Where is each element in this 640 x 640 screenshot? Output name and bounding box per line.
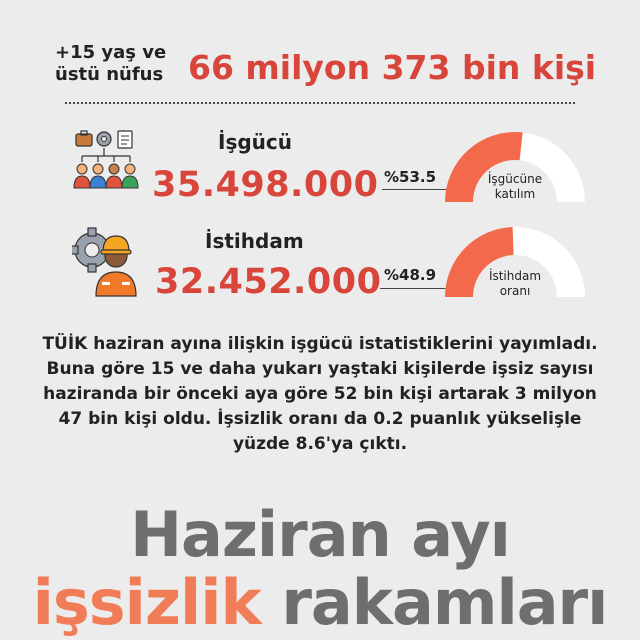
labor-force-value: 35.498.000 xyxy=(152,165,379,205)
population-label-line2: üstü nüfus xyxy=(55,64,164,85)
headline-line1: Haziran ayı xyxy=(130,498,510,571)
worker-gear-icon xyxy=(72,226,144,298)
employment-gauge-label xyxy=(460,269,570,299)
population-label-line1: +15 yaş ve xyxy=(55,42,167,63)
headline-rest: rakamları xyxy=(281,566,608,639)
headline-line2 xyxy=(0,566,640,639)
divider xyxy=(65,102,575,104)
labor-force-gauge-label-line1: İşgücüne xyxy=(487,172,543,186)
headline-accent: işsizlik xyxy=(32,566,261,639)
labor-force-gauge-label-line2: katılım xyxy=(494,187,536,201)
employment-rate: %48.9 xyxy=(384,266,437,284)
population-value: 66 milyon 373 bin kişi xyxy=(188,48,597,87)
labor-force-gauge-label xyxy=(460,172,570,202)
labor-force-title: İşgücü xyxy=(218,130,292,154)
employment-value: 32.452.000 xyxy=(155,262,382,302)
summary-paragraph: TÜİK haziran ayına ilişkin işgücü istatistiklerini yayımladı. Buna göre 15 ve daha yukarı yaştaki kişilerde işsiz sayısı haziranda bir önceki aya göre 52 bin kişi artarak 3 milyon 47 bin kişi oldu. İşsizlik oranı da 0.2 puanlık yükselişle yüzde 8.6'ya çıktı. xyxy=(42,334,598,454)
employment-title: İstihdam xyxy=(205,229,304,253)
team-org-chart-icon xyxy=(72,126,144,196)
labor-force-rate: %53.5 xyxy=(384,168,437,186)
population-label xyxy=(55,42,175,86)
employment-gauge-label-line2: oranı xyxy=(499,284,531,298)
employment-gauge-label-line1: İstihdam xyxy=(488,269,542,283)
